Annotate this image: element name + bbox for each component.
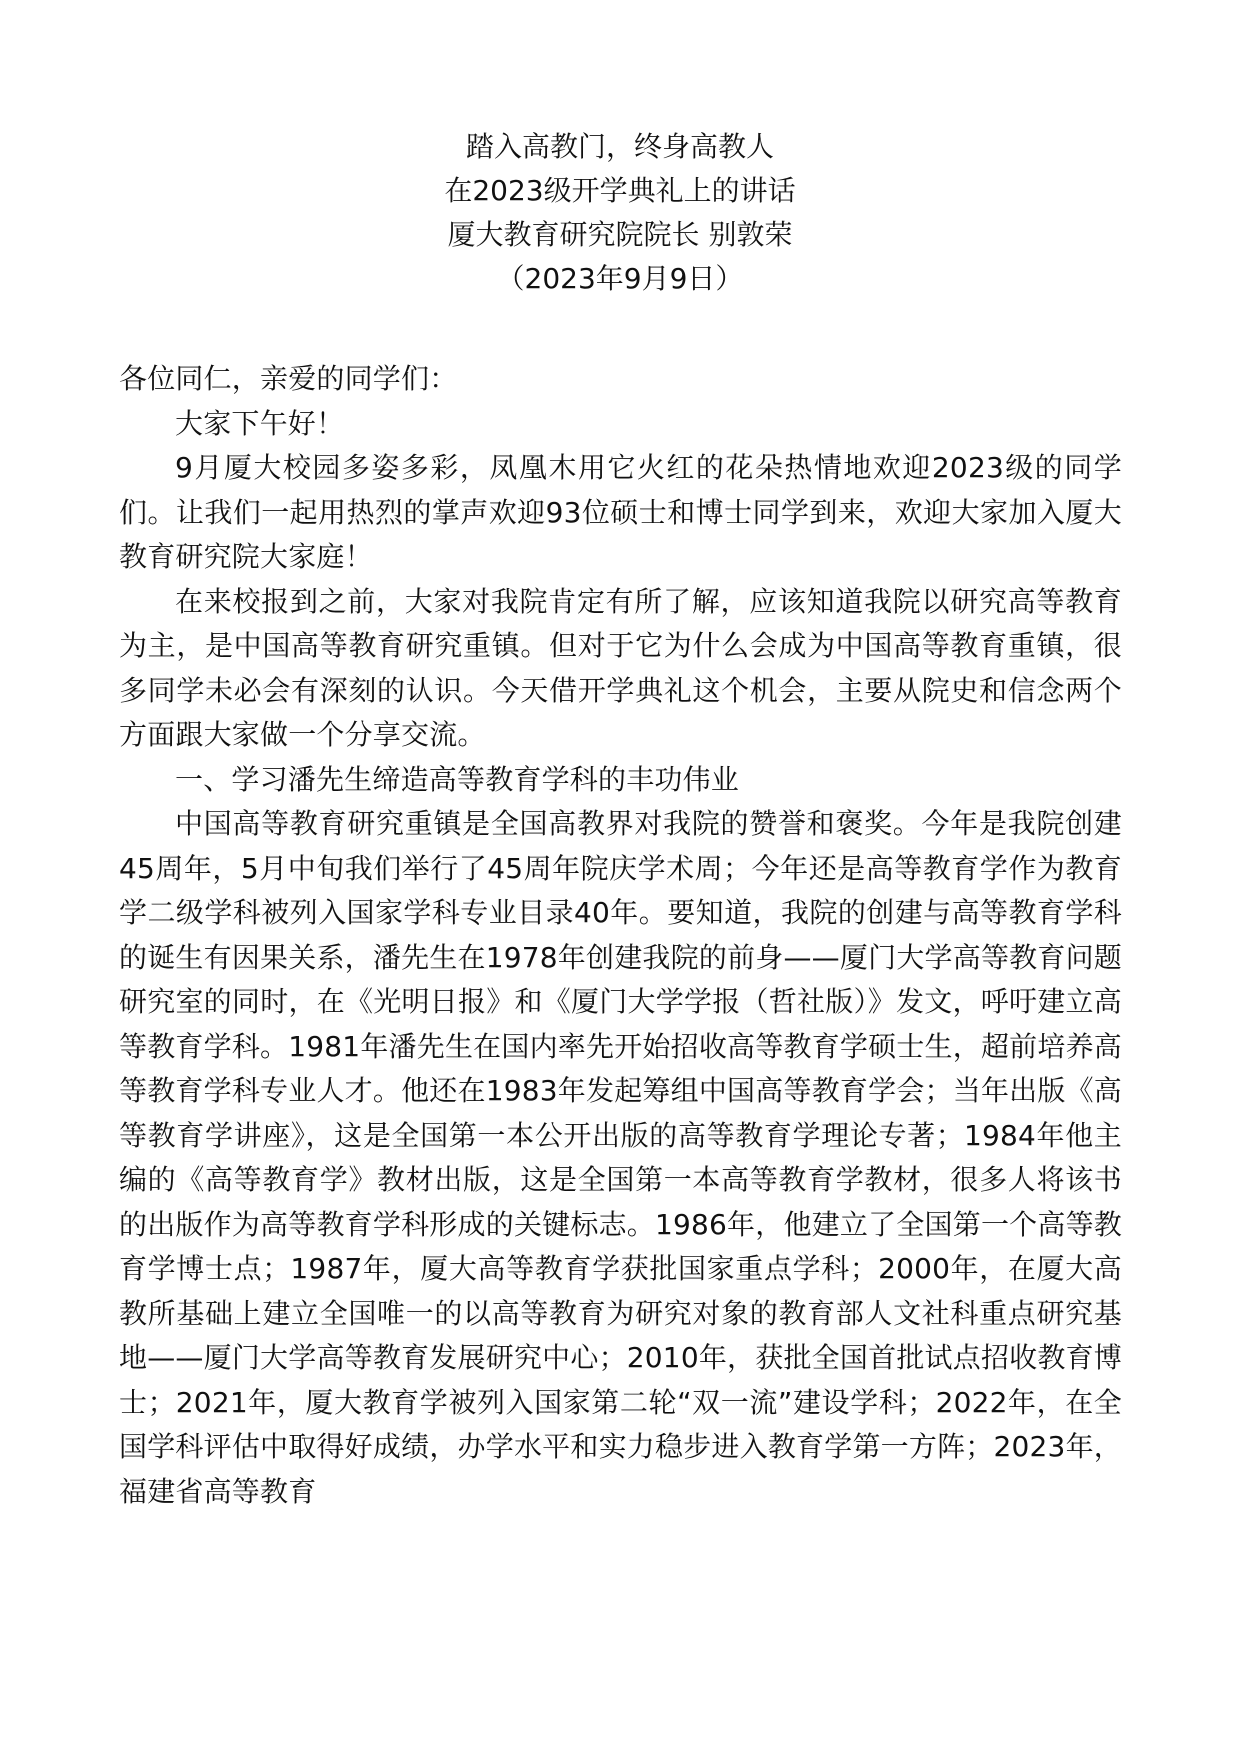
speech-subtitle: 在2023级开学典礼上的讲话	[444, 174, 796, 207]
speech-title: 踏入高教门，终身高教人	[465, 130, 774, 163]
speech-date: （2023年9月9日）	[496, 262, 744, 295]
document-body	[119, 357, 1122, 1514]
greeting: 大家下午好！	[175, 406, 345, 440]
body-paragraph: 9月厦大校园多姿多彩，凤凰木用它火红的花朵热情地欢迎2023级的同学们。让我们一起用热烈的掌声欢迎93位硕士和博士同学到来，欢迎大家加入厦大教育研究院大家庭！	[119, 451, 1122, 573]
section-paragraph: 中国高等教育研究重镇是全国高教界对我院的赞誉和褒奖。今年是我院创建45周年，5月中旬我们举行了45周年院庆学术周；今年还是高等教育学作为教育学二级学科被列入国家学科专业目录40年。要知道，我院的创建与高等教育学科的诞生有因果关系，潘先生在1978年创建我院的前身——厦门大学高等教育问题研究室的同时，在《光明日报》和《厦门大学学报（哲社版）》发文，呼吁建立高等教育学科。1981年潘先生在国内率先开始招收高等教育学硕士生，超前培养高等教育学科专业人才。他还在1983年发起筹组中国高等教育学会；当年出版《高等教育学讲座》，这是全国第一本公开出版的高等教育学理论专著；1984年他主编的《高等教育学》教材出版，这是全国第一本高等教育学教材，很多人将该书的出版作为高等教育学科形成的关键标志。1986年，他建立了全国第一个高等教育学博士点；1987年，厦大高等教育学获批国家重点学科；2000年，在厦大高教所基础上建立全国唯一的以高等教育为研究对象的教育部人文社科重点研究基地——厦门大学高等教育发展研究中心；2010年，获批全国首批试点招收教育博士；2021年，厦大教育学被列入国家第二轮“双一流”建设学科；2022年，在全国学科评估中取得好成绩，办学水平和实力稳步进入教育学第一方阵；2023年，福建省高等教育	[119, 807, 1122, 1508]
speaker-line: 厦大教育研究院院长 别敦荣	[447, 218, 793, 251]
body-paragraph: 在来校报到之前，大家对我院肯定有所了解，应该知道我院以研究高等教育为主，是中国高等教育研究重镇。但对于它为什么会成为中国高等教育重镇，很多同学未必会有深刻的认识。今天借开学典礼这个机会，主要从院史和信念两个方面跟大家做一个分享交流。	[119, 584, 1122, 751]
salutation: 各位同仁，亲爱的同学们：	[119, 362, 458, 395]
document-header	[0, 125, 1240, 301]
section-heading: 一、学习潘先生缔造高等教育学科的丰功伟业	[175, 762, 740, 796]
